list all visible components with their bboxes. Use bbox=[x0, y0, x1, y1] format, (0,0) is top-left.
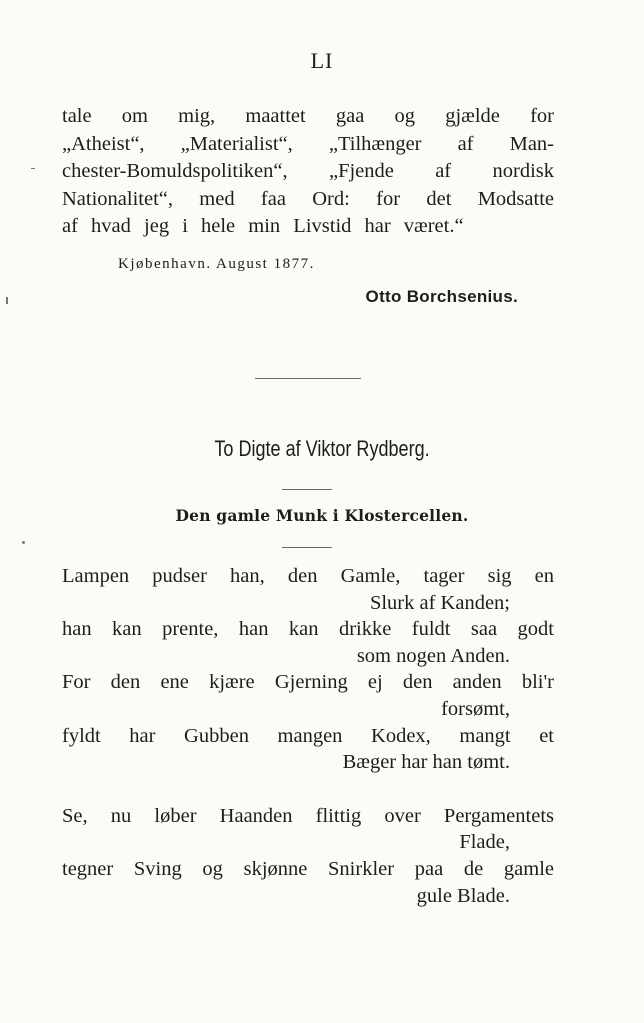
poem-line-turnover: Slurk af Kanden; bbox=[369, 591, 510, 614]
poem-line: For den ene kjære Gjerning ej den anden bli'r bbox=[62, 671, 554, 694]
signature-author: Otto Borchsenius. bbox=[365, 287, 518, 306]
page-number: LI bbox=[310, 48, 334, 73]
letter-ending bbox=[62, 103, 554, 241]
section-divider bbox=[255, 378, 361, 379]
text-line: tale om mig, maattet gaa og gjælde for bbox=[62, 105, 554, 127]
poem-line-turnover: Bæger har han tømt. bbox=[342, 751, 510, 774]
poem-body bbox=[62, 563, 554, 909]
title-rule-bottom bbox=[282, 547, 332, 548]
poem-title: Den gamle Munk i Klostercellen. bbox=[175, 506, 469, 525]
text-line: „Atheist“, „Materialist“, „Tilhænger af Man- bbox=[62, 132, 554, 155]
poem-line: tegner Sving og skjønne Snirkler paa de gamle bbox=[62, 857, 554, 880]
poem-line: Lampen pudser han, den Gamle, tager sig en bbox=[62, 565, 554, 587]
margin-speck bbox=[22, 541, 25, 544]
title-rule-top bbox=[282, 489, 332, 490]
text-line: chester-Bomuldspolitiken“, „Fjende af nordisk bbox=[62, 160, 554, 182]
poem-line-turnover: gule Blade. bbox=[416, 884, 510, 907]
stanza-break bbox=[62, 776, 554, 803]
poem-line-turnover: forsømt, bbox=[441, 697, 510, 720]
poem-line-turnover: som nogen Anden. bbox=[356, 644, 510, 667]
poem-line: Se, nu løber Haanden flittig over Pergamentets bbox=[62, 804, 554, 827]
poem-line: fyldt har Gubben mangen Kodex, mangt et bbox=[62, 724, 554, 747]
poem-line-turnover: Flade, bbox=[459, 831, 510, 854]
margin-speck bbox=[31, 168, 35, 169]
text-line: af hvad jeg i hele min Livstid har været.“ bbox=[62, 215, 464, 237]
signature-place-date: Kjøbenhavn. August 1877. bbox=[118, 256, 315, 272]
text-line: Nationalitet“, med faa Ord: for det Modsatte bbox=[62, 187, 554, 210]
poem-line: han kan prente, han kan drikke fuldt saa godt bbox=[62, 618, 554, 641]
section-title: To Digte af Viktor Rydberg. bbox=[214, 436, 430, 461]
margin-speck bbox=[6, 297, 8, 304]
